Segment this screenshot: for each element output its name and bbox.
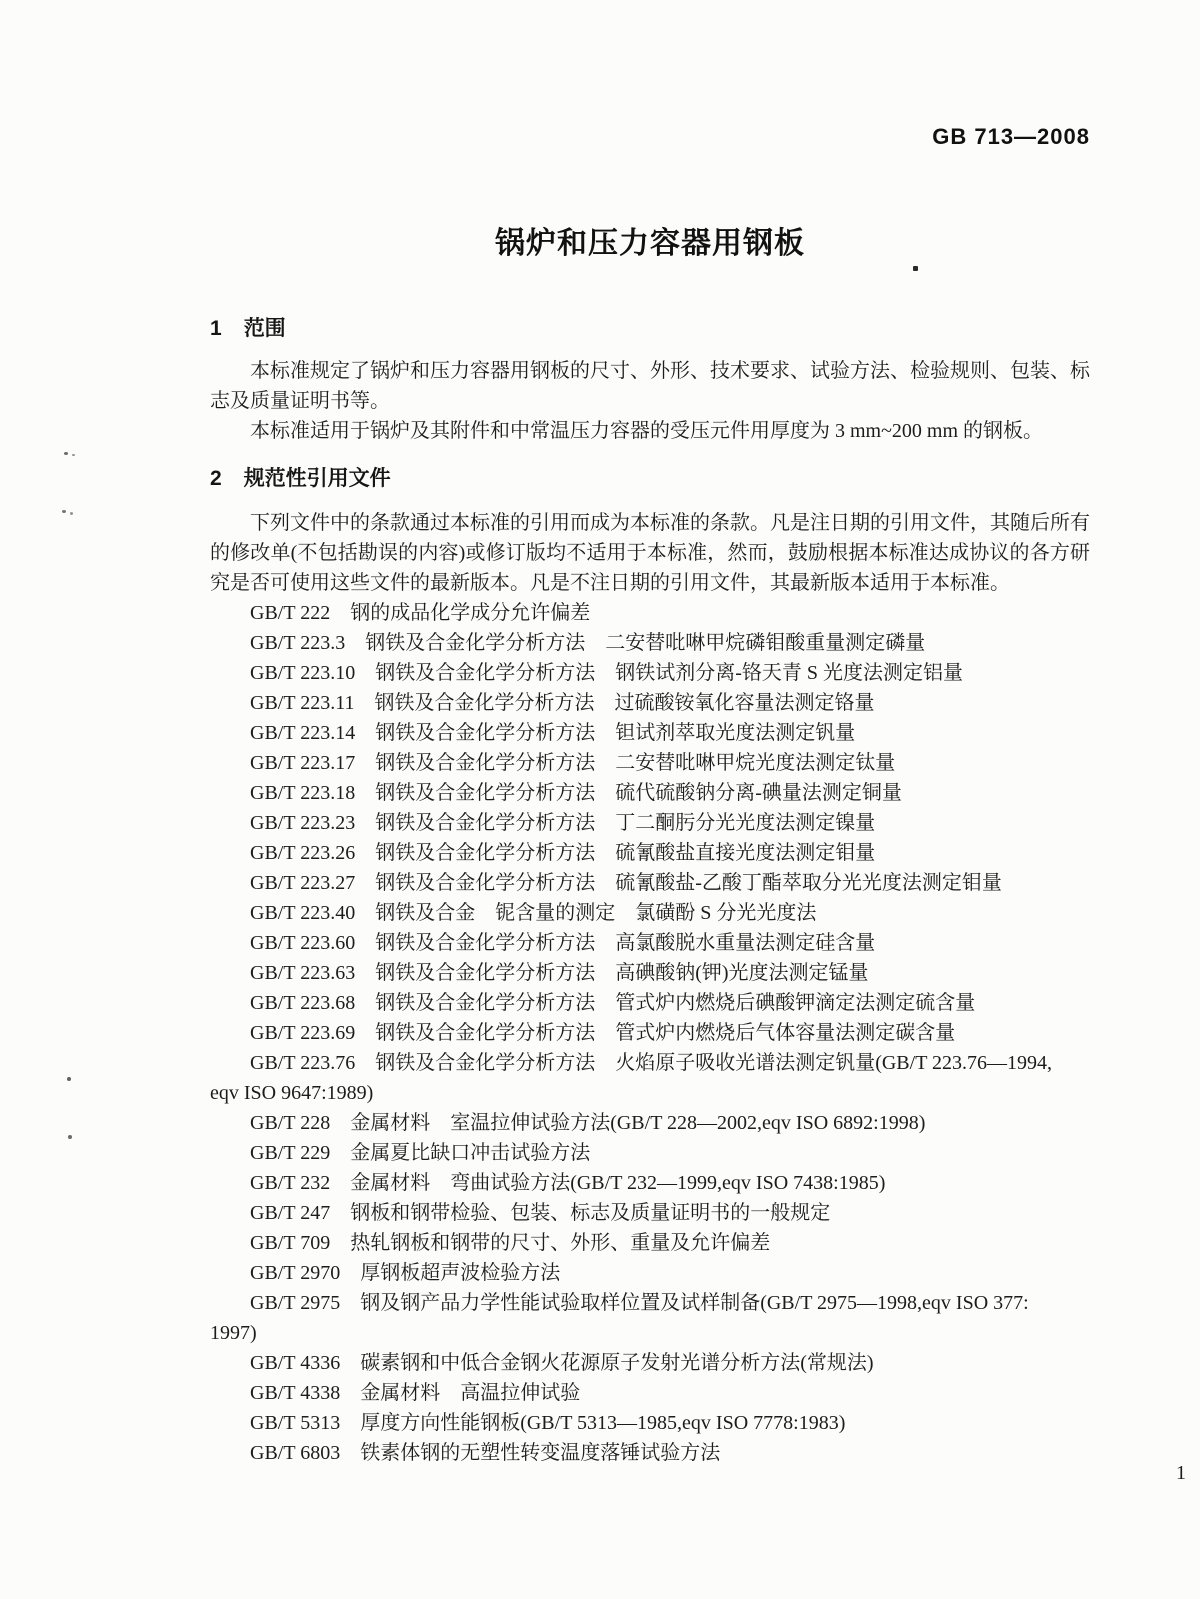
- reference-item: [210, 1108, 1090, 1138]
- reference-code: GB/T 222: [250, 602, 331, 624]
- reference-code: GB/T 223.26: [250, 842, 356, 864]
- reference-item: [210, 628, 1090, 658]
- reference-item: [210, 868, 1090, 898]
- scan-speck: [68, 1135, 72, 1139]
- reference-title: 钢铁及合金化学分析方法 钢铁试剂分离-铬天青 S 光度法测定铝量: [375, 662, 963, 684]
- reference-code: GB/T 223.60: [250, 932, 356, 954]
- reference-item: [210, 688, 1090, 718]
- reference-title: 钢铁及合金 铌含量的测定 氯磺酚 S 分光光度法: [375, 902, 817, 924]
- scan-speck: [64, 452, 68, 455]
- reference-code: GB/T 223.76: [250, 1052, 356, 1074]
- reference-title: 钢铁及合金化学分析方法 二安替吡啉甲烷光度法测定钛量: [375, 752, 896, 774]
- reference-title: 碳素钢和中低合金钢火花源原子发射光谱分析方法(常规法): [360, 1352, 874, 1374]
- reference-title: 厚钢板超声波检验方法: [360, 1262, 561, 1284]
- reference-item: [210, 928, 1090, 958]
- reference-code: GB/T 223.11: [250, 692, 355, 714]
- section-2-title: 规范性引用文件: [243, 467, 391, 490]
- reference-title: 钢铁及合金化学分析方法 硫代硫酸钠分离-碘量法测定铜量: [375, 782, 902, 804]
- scope-paragraph-2: 本标准适用于锅炉及其附件和中常温压力容器的受压元件用厚度为 3 mm~200 mm 的钢板。: [250, 420, 1044, 442]
- reference-title: 钢的成品化学成分允许偏差: [350, 602, 591, 624]
- section-2-heading: [210, 462, 391, 492]
- reference-code: GB/T 2970: [250, 1262, 341, 1284]
- reference-code: GB/T 223.17: [250, 752, 356, 774]
- reference-item: [210, 1228, 1090, 1258]
- reference-item: [210, 778, 1090, 808]
- reference-item: [210, 1438, 1090, 1468]
- references-intro: 下列文件中的条款通过本标准的引用而成为本标准的条款。凡是注日期的引用文件，其随后所有的修改单(不包括勘误的内容)或修订版均不适用于本标准，然而，鼓励根据本标准达成协议的各方研究是否可使用这些文件的最新版本。凡是不注日期的引用文件，其最新版本适用于本标准。: [210, 512, 1090, 594]
- reference-title: 钢铁及合金化学分析方法 管式炉内燃烧后碘酸钾滴定法测定硫含量: [375, 992, 976, 1014]
- reference-title: 钢铁及合金化学分析方法 钽试剂萃取光度法测定钒量: [375, 722, 856, 744]
- reference-item: [210, 748, 1090, 778]
- reference-item: [210, 1048, 1090, 1078]
- reference-title: 金属材料 高温拉伸试验: [360, 1382, 581, 1404]
- reference-code: GB/T 4338: [250, 1382, 341, 1404]
- reference-code: GB/T 223.10: [250, 662, 356, 684]
- section-1-heading: [210, 312, 286, 342]
- reference-code: GB/T 5313: [250, 1412, 341, 1434]
- reference-title: 金属材料 弯曲试验方法(GB/T 232—1999,eqv ISO 7438:1985): [350, 1172, 886, 1194]
- document-title: 锅炉和压力容器用钢板: [495, 227, 805, 260]
- reference-code: GB/T 223.18: [250, 782, 356, 804]
- reference-item: [210, 1168, 1090, 1198]
- reference-code: GB/T 232: [250, 1172, 331, 1194]
- page-number: 1: [1176, 1462, 1186, 1484]
- reference-item: [210, 1288, 1090, 1318]
- reference-title: 钢铁及合金化学分析方法 硫氰酸盐直接光度法测定钼量: [375, 842, 876, 864]
- reference-code: GB/T 223.27: [250, 872, 356, 894]
- standard-number: GB 713—2008: [932, 124, 1090, 149]
- reference-code: GB/T 223.40: [250, 902, 356, 924]
- scan-speck: [62, 510, 66, 513]
- reference-code: GB/T 6803: [250, 1442, 341, 1464]
- section-2-body: [210, 508, 1090, 1468]
- reference-title: 钢铁及合金化学分析方法 高氯酸脱水重量法测定硅含量: [375, 932, 876, 954]
- reference-code: GB/T 223.3: [250, 632, 346, 654]
- scan-speck: [913, 266, 918, 271]
- reference-title: 钢铁及合金化学分析方法 二安替吡啉甲烷磷钼酸重量测定磷量: [365, 632, 926, 654]
- reference-code: GB/T 247: [250, 1202, 331, 1224]
- reference-item: [210, 598, 1090, 628]
- reference-item: [210, 808, 1090, 838]
- scan-speck: [72, 454, 75, 456]
- reference-item: [210, 898, 1090, 928]
- scan-speck: [67, 1077, 71, 1081]
- reference-code: GB/T 228: [250, 1112, 331, 1134]
- section-1-title: 范围: [243, 317, 286, 340]
- scan-speck: [70, 512, 73, 515]
- reference-title: 热轧钢板和钢带的尺寸、外形、重量及允许偏差: [350, 1232, 771, 1254]
- reference-title: 钢铁及合金化学分析方法 硫氰酸盐-乙酸丁酯萃取分光光度法测定钼量: [375, 872, 1002, 894]
- section-1-number: 1: [210, 317, 222, 340]
- reference-code: GB/T 223.69: [250, 1022, 356, 1044]
- reference-title: 钢铁及合金化学分析方法 管式炉内燃烧后气体容量法测定碳含量: [375, 1022, 956, 1044]
- reference-title: 铁素体钢的无塑性转变温度落锤试验方法: [360, 1442, 721, 1464]
- reference-title: 钢铁及合金化学分析方法 丁二酮肟分光光度法测定镍量: [375, 812, 876, 834]
- reference-item: [210, 658, 1090, 688]
- reference-code: GB/T 223.14: [250, 722, 356, 744]
- reference-item: [210, 1408, 1090, 1438]
- reference-continuation: eqv ISO 9647:1989): [210, 1082, 374, 1104]
- reference-title: 钢及钢产品力学性能试验取样位置及试样制备(GB/T 2975—1998,eqv ISO 377:: [360, 1292, 1029, 1314]
- reference-code: GB/T 223.23: [250, 812, 356, 834]
- reference-item: [210, 1018, 1090, 1048]
- reference-code: GB/T 223.63: [250, 962, 356, 984]
- reference-title: 厚度方向性能钢板(GB/T 5313—1985,eqv ISO 7778:1983): [360, 1412, 846, 1434]
- reference-code: GB/T 709: [250, 1232, 331, 1254]
- reference-item: [210, 1198, 1090, 1228]
- reference-item: [210, 958, 1090, 988]
- reference-item: [210, 718, 1090, 748]
- reference-item: [210, 838, 1090, 868]
- reference-continuation: 1997): [210, 1322, 257, 1344]
- reference-item: [210, 1258, 1090, 1288]
- section-1-body: [210, 356, 1090, 446]
- reference-title: 金属材料 室温拉伸试验方法(GB/T 228—2002,eqv ISO 6892:1998): [350, 1112, 926, 1134]
- reference-code: GB/T 4336: [250, 1352, 341, 1374]
- reference-item: [210, 1138, 1090, 1168]
- reference-title: 金属夏比缺口冲击试验方法: [350, 1142, 591, 1164]
- reference-code: GB/T 229: [250, 1142, 331, 1164]
- section-2-number: 2: [210, 467, 222, 490]
- reference-title: 钢铁及合金化学分析方法 火焰原子吸收光谱法测定钒量(GB/T 223.76—1994,: [375, 1052, 1053, 1074]
- reference-code: GB/T 223.68: [250, 992, 356, 1014]
- reference-title: 钢板和钢带检验、包装、标志及质量证明书的一般规定: [350, 1202, 831, 1224]
- reference-item: [210, 988, 1090, 1018]
- reference-title: 钢铁及合金化学分析方法 过硫酸铵氧化容量法测定铬量: [374, 692, 875, 714]
- scope-paragraph-1: 本标准规定了锅炉和压力容器用钢板的尺寸、外形、技术要求、试验方法、检验规则、包装、标志及质量证明书等。: [210, 360, 1090, 412]
- reference-item: [210, 1348, 1090, 1378]
- reference-code: GB/T 2975: [250, 1292, 341, 1314]
- reference-item: [210, 1378, 1090, 1408]
- reference-title: 钢铁及合金化学分析方法 高碘酸钠(钾)光度法测定锰量: [375, 962, 869, 984]
